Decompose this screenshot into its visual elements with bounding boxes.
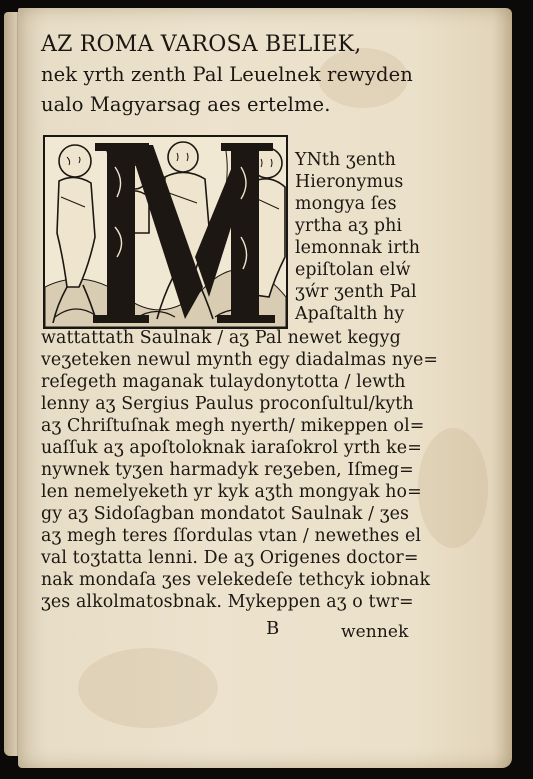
body-line: veʒeteken newul mynth egy diadalmas nye= <box>41 350 439 370</box>
body-line: wattattath Saulnak / aʒ Pal newet kegyg <box>41 328 401 348</box>
intro-line: Hieronymus <box>295 172 404 192</box>
intro-line: ʒẃr ʒenth Pal <box>295 282 417 302</box>
body-line: gy aʒ Sidoſagban mondatot Saulnak / ʒes <box>41 504 410 524</box>
paper-stain <box>418 428 488 548</box>
body-line: ʒes alkolmatosbnak. Mykeppen aʒ o twr= <box>41 592 414 612</box>
paper-stain <box>78 648 218 728</box>
decorated-initial <box>43 135 288 329</box>
body-line: reſegeth maganak tulaydonytotta / lewth <box>41 372 406 392</box>
body-line: len nemelyeketh yr kyk aʒth mongyak ho= <box>41 482 422 502</box>
body-line: nywnek tyʒen harmadyk reʒeben, Iſmeg= <box>41 460 414 480</box>
body-line: nak mondaſa ʒes velekedeſe tethcyk iobnak <box>41 570 431 590</box>
intro-line: yrtha aʒ phi <box>295 216 403 236</box>
intro-line: epiſtolan elẃ <box>295 260 411 280</box>
catchword: wennek <box>341 622 409 642</box>
body-line: uaſſuk aʒ apoſtoloknak iaraſokrol yrth ke= <box>41 438 422 458</box>
title-line: nek yrth zenth Pal Leuelnek rewyden <box>41 63 413 86</box>
body-line: val toʒtatta lenni. De aʒ Origenes doctor= <box>41 548 419 568</box>
signature-mark: B <box>266 618 280 639</box>
intro-line: YNth ʒenth <box>295 150 396 170</box>
body-line: aʒ megh teres ſſordulas vtan / newethes el <box>41 526 422 546</box>
title-line: ualo Magyarsag aes ertelme. <box>41 93 331 116</box>
page-title <box>41 30 421 120</box>
intro-line: mongya ſes <box>295 194 397 214</box>
intro-line: Apaſtalth hy <box>295 304 405 324</box>
body-line: aʒ Chriſtuſnak megh nyerth/ mikeppen ol= <box>41 416 425 436</box>
title-line: AZ ROMA VAROSA BELIEK, <box>41 32 362 57</box>
body-line: lenny aʒ Sergius Paulus proconſultul/kyth <box>41 394 414 414</box>
woodcut-putti-initial-icon <box>45 137 286 327</box>
intro-line: lemonnak irth <box>295 238 421 258</box>
